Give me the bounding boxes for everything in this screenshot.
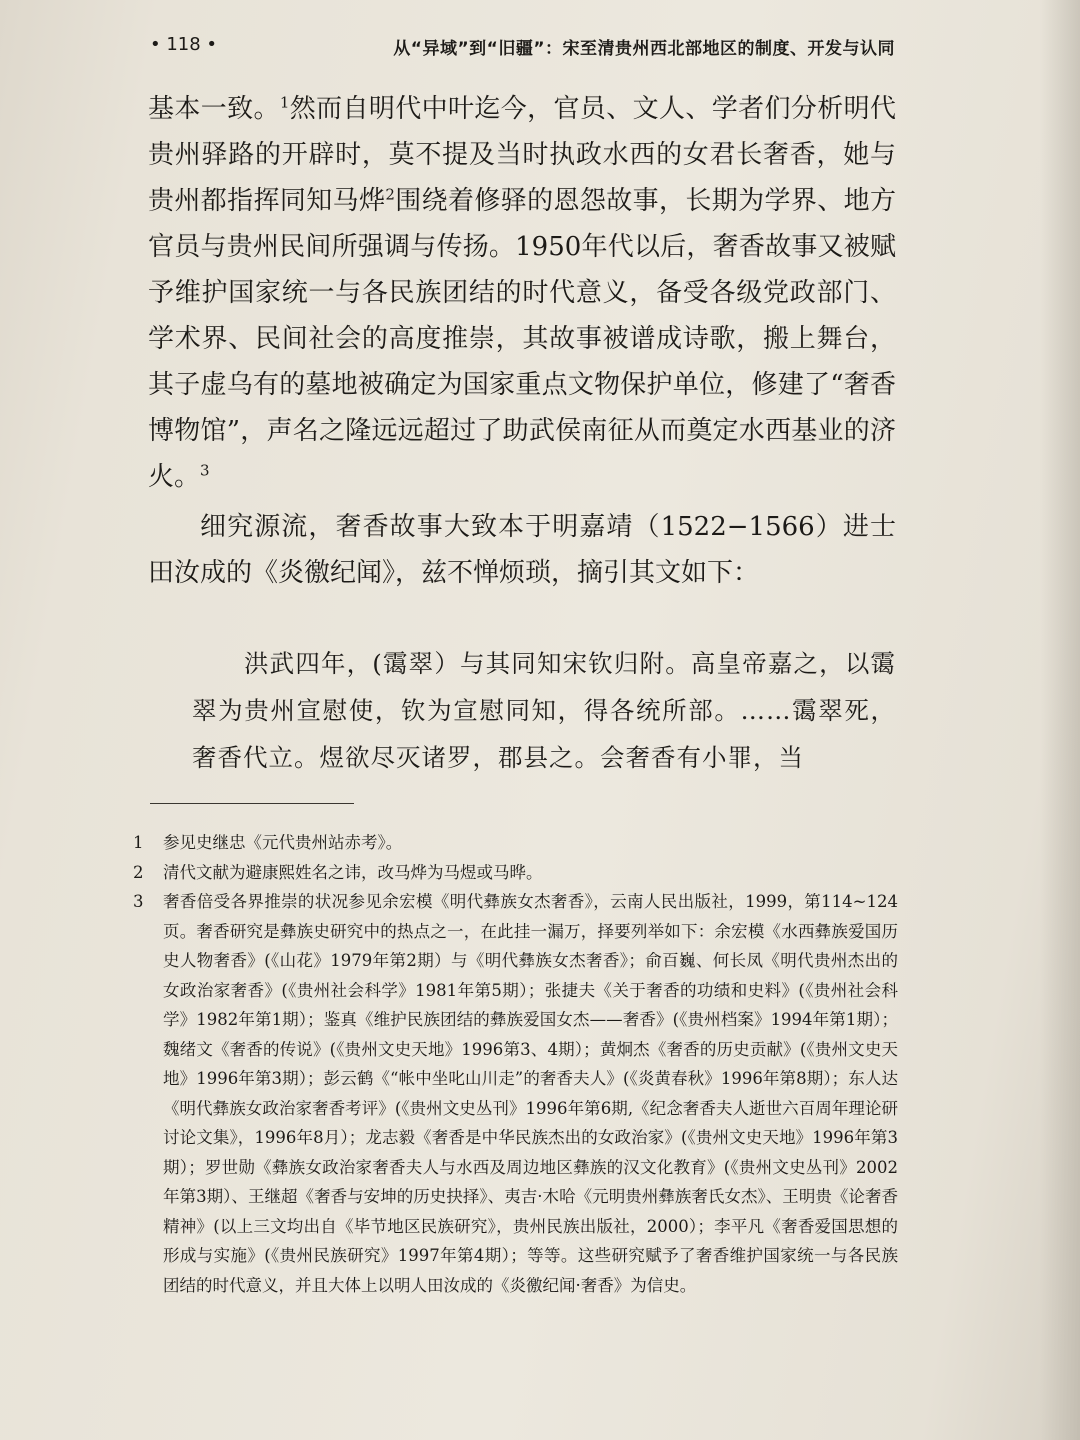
footnote-3 <box>133 887 898 1300</box>
paragraph-1-part-c: 围绕着修驿的恩怨故事，长期为学界、地方官员与贵州民间所强调与传扬。1950年代以后，奢香故事又被赋予维护国家统一与各民族团结的时代意义，备受各级党政部门、学术界、民间社会的高度推崇，其故事被谱成诗歌，搬上舞台，其子虚乌有的墓地被确定为国家重点文物保护单位，修建了“奢香博物馆”，声名之隆远远超过了助武侯南征从而奠定水西基业的济火。 <box>148 186 896 492</box>
paragraph-1 <box>148 86 896 500</box>
footnote-text: 奢香倍受各界推崇的状况参见余宏模《明代彝族女杰奢香》，云南人民出版社，1999，第114~124页。奢香研究是彝族史研究中的热点之一，在此挂一漏万，择要列举如下：余宏模《水西彝族爱国历史人物奢香》(《山花》1979年第2期）与《明代彝族女杰奢香》；俞百巍、何长凤《明代贵州杰出的女政治家奢香》(《贵州社会科学》1981年第5期）；张捷夫《关于奢香的功绩和史料》(《贵州社会科学》1982年第1期）；鉴真《维护民族团结的彝族爱国女杰——奢香》(《贵州档案》1994年第1期）；魏绪文《奢香的传说》(《贵州文史天地》1996第3、4期）；黄炯杰《奢香的历史贡献》(《贵州文史天地》1996年第3期）；彭云鹤《“帐中坐叱山川走”的奢香夫人》(《炎黄春秋》1996年第8期）；东人达《明代彝族女政治家奢香考评》(《贵州文史丛刊》1996年第6期,《纪念奢香夫人逝世六百周年理论研讨论文集》，1996年8月）；龙志毅《奢香是中华民族杰出的女政治家》(《贵州文史天地》1996年第3期）；罗世勋《彝族女政治家奢香夫人与水西及周边地区彝族的汉文化教育》(《贵州文史丛刊》2002年第3期）、王继超《奢香与安坤的历史抉择》、夷吉·木哈《元明贵州彝族奢氏女杰》、王明贵《论奢香精神》(以上三文均出自《毕节地区民族研究》，贵州民族出版社，2000）；李平凡《奢香爱国思想的形成与实施》(《贵州民族研究》1997年第4期）；等等。这些研究赋予了奢香维护国家统一与各民族团结的时代意义，并且大体上以明人田汝成的《炎徼纪闻·奢香》为信史。 <box>163 892 898 1295</box>
paragraph-2: 细究源流，奢香故事大致本于明嘉靖（1522−1566）进士田汝成的《炎徼纪闻》，兹不惮烦琐，摘引其文如下： <box>148 512 896 588</box>
footnotes <box>133 828 898 1300</box>
block-quote <box>192 640 896 781</box>
paragraph-1-part-a: 基本一致。 <box>148 94 280 124</box>
quote-text: 洪武四年，(霭翠）与其同知宋钦归附。高皇帝嘉之，以霭翠为贵州宣慰使，钦为宣慰同知，得各统所部。……霭翠死，奢香代立。煜欲尽灭诸罗，郡县之。会奢香有小罪，当 <box>192 649 896 772</box>
footnote-1 <box>133 828 898 858</box>
page-header <box>150 32 895 62</box>
footnote-text: 参见史继忠《元代贵州站赤考》。 <box>163 833 403 852</box>
footnote-text: 清代文献为避康熙姓名之讳，改马烨为马煜或马晔。 <box>163 862 543 882</box>
page-edge-shadow <box>1040 0 1080 1440</box>
footnote-ref-1[interactable]: 1 <box>279 93 290 112</box>
footnote-divider <box>150 803 354 804</box>
footnote-number: 2 <box>133 862 144 882</box>
footnote-number: 3 <box>133 892 144 911</box>
running-title: 从“异域”到“旧疆”：宋至清贵州西北部地区的制度、开发与认同 <box>393 39 895 59</box>
page-number: • 118 • <box>150 34 218 55</box>
footnote-ref-3[interactable]: 3 <box>200 461 210 480</box>
footnote-2 <box>133 858 898 888</box>
footnote-ref-2[interactable]: 2 <box>385 185 395 204</box>
main-text <box>148 86 896 596</box>
paragraph-1-part-b: 然而自明代中叶迄今，官员、文人、学者们分析明代贵州驿路的开辟时，莫不提及当时执政水西的女君长奢香，她与贵州都指挥同知马烨 <box>148 94 896 216</box>
footnote-number: 1 <box>133 833 144 852</box>
